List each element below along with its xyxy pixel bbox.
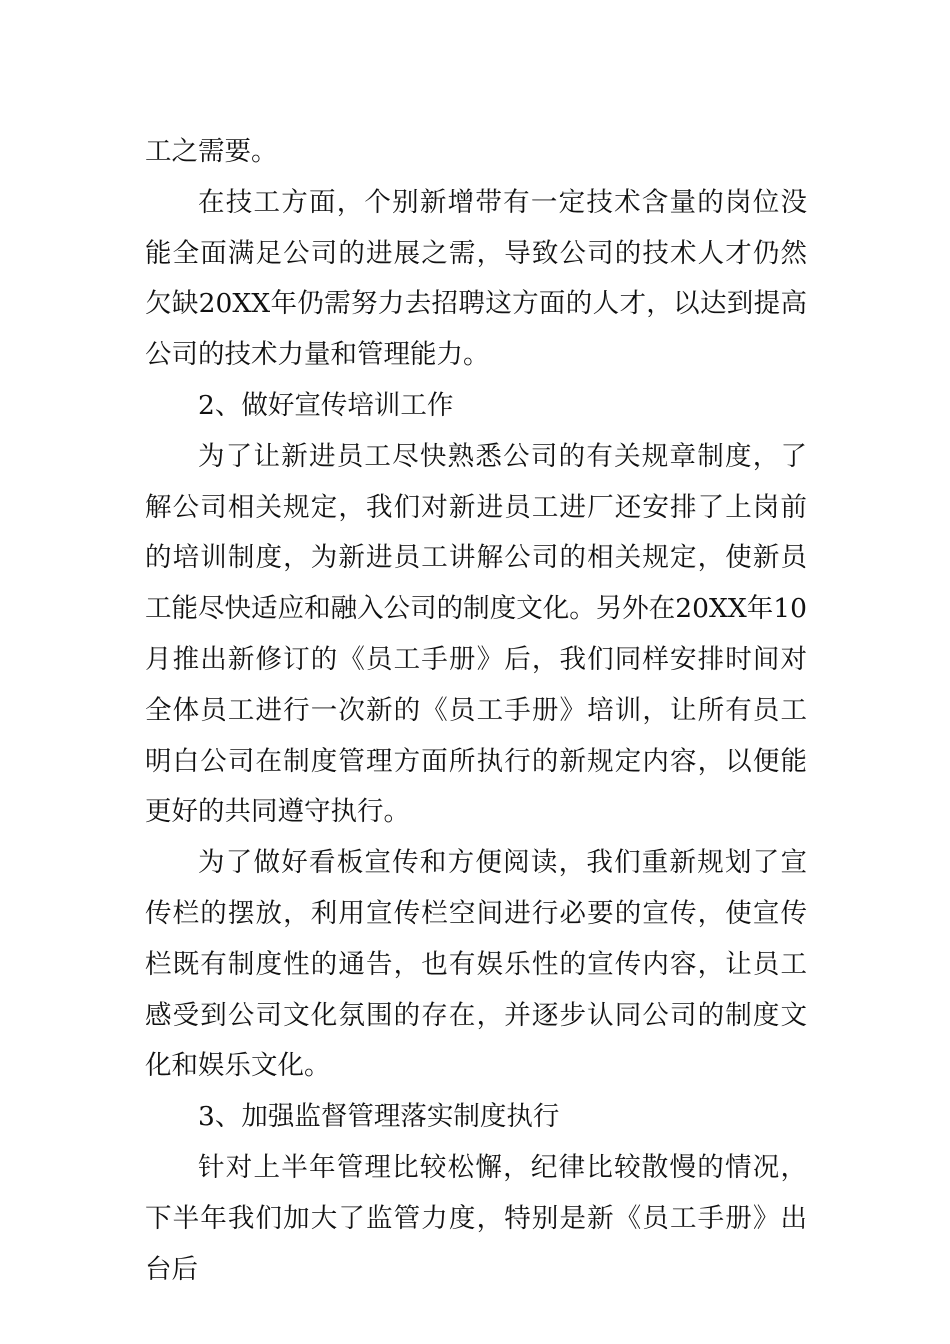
paragraph-training: 为了让新进员工尽快熟悉公司的有关规章制度，了解公司相关规定，我们对新进员工进厂还安排了上岗前的培训制度，为新进员工讲解公司的相关规定，使新员工能尽快适应和融入公司的制度文化。另外在20XX年10月推出新修订的《员工手册》后，我们同样安排时间对全体员工进行一次新的《员工手册》培训，让所有员工明白公司在制度管理方面所执行的新规定内容，以便能更好的共同遵守执行。 <box>145 440 807 828</box>
paragraph-supervision: 针对上半年管理比较松懈，纪律比较散慢的情况，下半年我们加大了监管力度，特别是新《员工手册》出台后 <box>145 1151 807 1285</box>
section-heading-supervision: 3、加强监督管理落实制度执行 <box>198 1101 560 1133</box>
document-body <box>145 127 807 1295</box>
section-heading-training: 2、做好宣传培训工作 <box>198 389 454 421</box>
paragraph-bulletin-board: 为了做好看板宣传和方便阅读，我们重新规划了宣传栏的摆放，利用宣传栏空间进行必要的宣传，使宣传栏既有制度性的通告，也有娱乐性的宣传内容，让员工感受到公司文化氛围的存在，并逐步认同公司的制度文化和娱乐文化。 <box>145 847 807 1082</box>
paragraph-continuation: 工之需要。 <box>145 136 278 167</box>
paragraph-technical-staff: 在技工方面，个别新增带有一定技术含量的岗位没能全面满足公司的进展之需，导致公司的技术人才仍然欠缺20XX年仍需努力去招聘这方面的人才，以达到提高公司的技术力量和管理能力。 <box>145 186 807 371</box>
